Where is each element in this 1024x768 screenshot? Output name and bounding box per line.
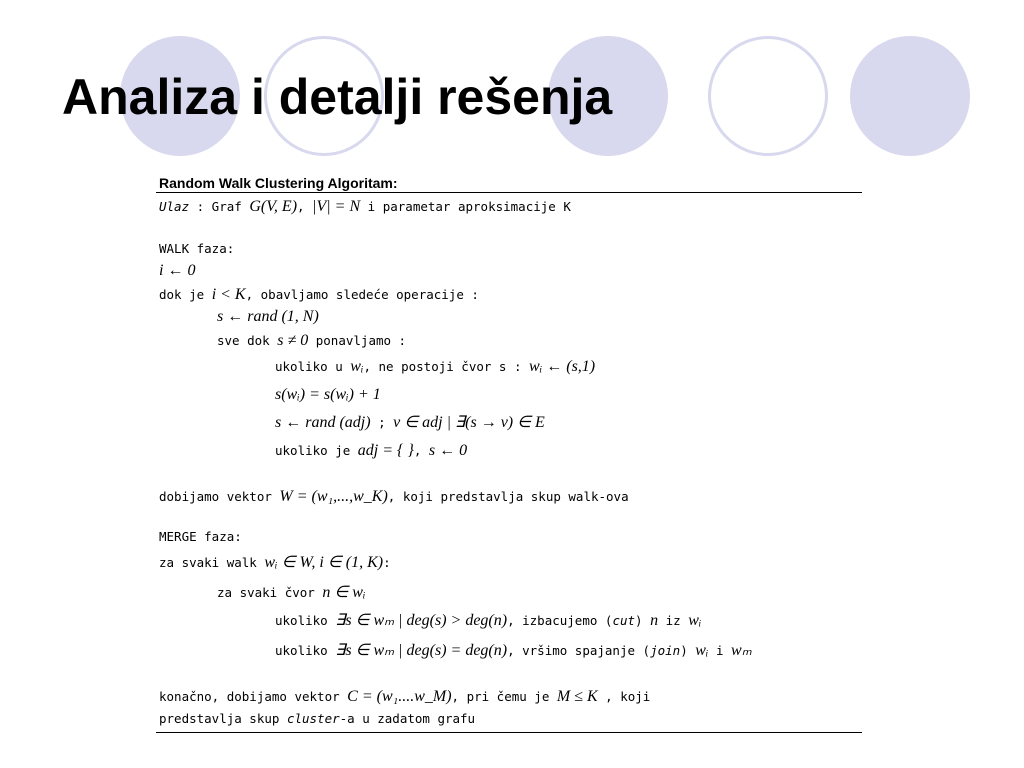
math-expression: M ≤ K (556, 688, 598, 705)
decorative-circle-outline (708, 36, 828, 156)
code-text: iz (658, 613, 689, 628)
code-text: ) (635, 613, 651, 628)
line-for-node (217, 582, 366, 604)
line-while-i (159, 284, 479, 306)
line-rand-s (217, 306, 319, 328)
math-expression: wᵢ ← (s,1) (529, 358, 596, 375)
code-text: , koji (597, 689, 651, 704)
math-expression: wₘ (731, 642, 752, 659)
line-if-adj-empty (275, 440, 467, 462)
code-text: , izbacujemo ( (507, 613, 613, 628)
math-expression: n ∈ wᵢ (322, 584, 366, 601)
code-text: konačno, dobijamo vektor (159, 689, 348, 704)
code-text: , obavljamo sledeće operacije : (245, 287, 479, 302)
algorithm-header: Random Walk Clustering Algoritam: (159, 175, 398, 191)
line-increment (275, 384, 381, 406)
math-expression: s(wᵢ) = s(wᵢ) + 1 (275, 386, 381, 403)
math-expression: ∃s ∈ wₘ | deg(s) = deg(n) (335, 642, 508, 659)
code-text: join (650, 643, 681, 658)
code-text: cluster (286, 711, 340, 726)
math-expression: adj = { } (357, 442, 414, 459)
code-text: , koji predstavlja skup walk-ova (387, 489, 629, 504)
math-expression: i < K (211, 286, 246, 303)
code-text: : Graf (189, 199, 250, 214)
line-merge-phase (159, 526, 242, 548)
code-text: sve dok (217, 333, 278, 348)
code-text: , ne postoji čvor s : (363, 359, 530, 374)
code-text: : (383, 555, 391, 570)
math-expression: C = (w₁....w_M) (347, 688, 452, 705)
code-text: dobijamo vektor (159, 489, 280, 504)
math-expression: |V| = N (312, 198, 361, 215)
line-while-s (217, 330, 406, 352)
line-final-cluster (159, 708, 475, 730)
line-final-vector (159, 686, 650, 708)
code-text: cut (612, 613, 636, 628)
math-expression: wᵢ ∈ W, i ∈ (1, K) (264, 554, 384, 571)
code-text: Ulaz (159, 199, 190, 214)
code-text: ukoliko u (275, 359, 351, 374)
math-expression: s ≠ 0 (277, 332, 309, 349)
code-text: predstavlja skup (159, 711, 287, 726)
math-expression: ∃s ∈ wₘ | deg(s) > deg(n) (335, 612, 508, 629)
math-expression: G(V, E) (249, 198, 298, 215)
line-walk-phase (159, 238, 234, 260)
line-if-join (275, 640, 752, 662)
code-text: , pri čemu je (451, 689, 557, 704)
math-expression: n (650, 612, 659, 629)
math-expression: wᵢ (350, 358, 364, 375)
math-expression: wᵢ (688, 612, 702, 629)
code-text: ukoliko (275, 613, 336, 628)
code-text: MERGE faza: (159, 529, 242, 544)
line-init-i (159, 260, 195, 282)
slide-title: Analiza i detalji rešenja (62, 69, 613, 125)
top-rule (156, 192, 862, 193)
line-if-no-node (275, 356, 595, 378)
math-expression: s ← 0 (428, 442, 468, 459)
code-text: , (413, 443, 429, 458)
code-text: ukoliko (275, 643, 336, 658)
code-text: ponavljamo : (308, 333, 407, 348)
math-expression: s ← rand (1, N) (217, 308, 319, 325)
code-text: dok je (159, 287, 212, 302)
math-expression: s ← rand (adj) (275, 414, 371, 431)
line-input (159, 196, 571, 218)
math-expression: i ← 0 (159, 262, 196, 279)
math-expression: wᵢ (695, 642, 709, 659)
code-text: za svaki walk (159, 555, 265, 570)
code-text: i parametar aproksimacije K (360, 199, 571, 214)
line-vector-w (159, 486, 629, 508)
code-text: ; (370, 415, 394, 430)
line-rand-adj (275, 412, 545, 434)
bottom-rule (156, 732, 862, 733)
code-text: -a u zadatom grafu (339, 711, 476, 726)
code-text: ukoliko je (275, 443, 358, 458)
algorithm-box (156, 174, 862, 734)
code-text: , vršimo spajanje ( (507, 643, 651, 658)
line-for-walk (159, 552, 391, 574)
code-text: ) (680, 643, 696, 658)
line-if-cut (275, 610, 701, 632)
code-text: i (708, 643, 732, 658)
decorative-circle-filled (850, 36, 970, 156)
math-expression: v ∈ adj | ∃(s → v) ∈ E (393, 414, 545, 431)
code-text: , (297, 199, 313, 214)
code-text: za svaki čvor (217, 585, 323, 600)
math-expression: W = (w₁,...,w_K) (279, 488, 388, 505)
code-text: WALK faza: (159, 241, 235, 256)
